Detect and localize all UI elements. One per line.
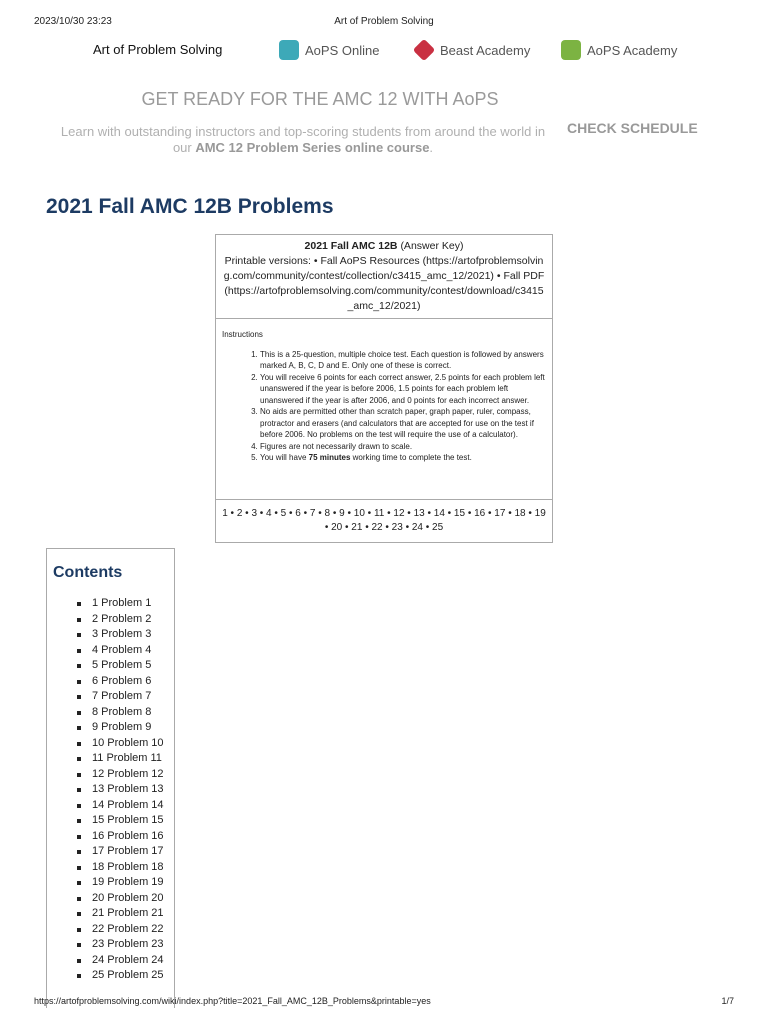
toc-item[interactable]: 2 Problem 2 xyxy=(47,613,164,629)
page-number: 1/7 xyxy=(721,996,734,1006)
instruction-time-prefix: You will have xyxy=(260,453,309,462)
toc-item[interactable]: 10 Problem 10 xyxy=(47,737,164,753)
toc-item[interactable]: 8 Problem 8 xyxy=(47,706,164,722)
banner-title: GET READY FOR THE AMC 12 WITH AoPS xyxy=(141,89,499,109)
toc-item[interactable]: 1 Problem 1 xyxy=(47,597,164,613)
toc-item[interactable]: 6 Problem 6 xyxy=(47,675,164,691)
page-title: 2021 Fall AMC 12B Problems xyxy=(46,195,334,218)
instruction-item xyxy=(260,452,546,464)
top-nav xyxy=(0,38,768,62)
toc-item[interactable]: 20 Problem 20 xyxy=(47,892,164,908)
toc-item[interactable]: 4 Problem 4 xyxy=(47,644,164,660)
beast-academy-icon xyxy=(413,39,436,62)
instruction-item: 3. No aids are permitted other than scratch paper, graph paper, ruler, compass, protractor and erasers (and calculators that are accepted for use on the test if before 2006. No problems on the test will require the use of a calculator). xyxy=(260,406,546,441)
instructions-section xyxy=(216,319,552,500)
print-page-title: Art of Problem Solving xyxy=(334,16,434,27)
instruction-item: 2. You will receive 6 points for each correct answer, 2.5 points for each problem left unanswered if the year is before 2006, 1.5 points for each problem left unanswered if the year is after 2006, and 0 points for each incorrect answer. xyxy=(260,372,546,407)
toc-item[interactable]: 11 Problem 11 xyxy=(47,752,164,768)
table-of-contents xyxy=(46,548,175,1008)
infobox-header xyxy=(216,235,552,319)
print-url: https://artofproblemsolving.com/wiki/index.php?title=2021_Fall_AMC_12B_Problems&printable=yes xyxy=(34,996,431,1006)
nav-link-aops-online[interactable] xyxy=(279,38,379,62)
nav-link-label: Beast Academy xyxy=(440,42,531,58)
nav-link-aops-academy[interactable] xyxy=(561,38,677,62)
site-brand-link[interactable]: Art of Problem Solving xyxy=(93,42,223,57)
banner-text-end: . xyxy=(429,140,434,155)
toc-item[interactable]: 9 Problem 9 xyxy=(47,721,164,737)
toc-item[interactable]: 23 Problem 23 xyxy=(47,938,164,954)
problem-number-links[interactable]: 1 • 2 • 3 • 4 • 5 • 6 • 7 • 8 • 9 • 10 • 11 • 12 • 13 • 14 • 15 • 16 • 17 • 18 • 19 • 20 • 21 • 22 • 23 • 24 • 25 xyxy=(222,508,546,533)
check-schedule-button[interactable]: CHECK SCHEDULE xyxy=(567,120,698,136)
toc-item[interactable]: 25 Problem 25 xyxy=(47,969,164,985)
toc-item[interactable]: 7 Problem 7 xyxy=(47,690,164,706)
toc-item[interactable]: 5 Problem 5 xyxy=(47,659,164,675)
course-link[interactable]: AMC 12 Problem Series online course xyxy=(195,140,430,155)
toc-item[interactable]: 12 Problem 12 xyxy=(47,768,164,784)
toc-item[interactable]: 19 Problem 19 xyxy=(47,876,164,892)
toc-item[interactable]: 16 Problem 16 xyxy=(47,830,164,846)
instructions-label: Instructions xyxy=(222,330,263,339)
answer-key-link[interactable]: (Answer Key) xyxy=(400,240,464,252)
instruction-time-suffix: working time to complete the test. xyxy=(350,453,472,462)
infobox-title: 2021 Fall AMC 12B xyxy=(304,240,398,252)
instructions-list xyxy=(222,349,546,464)
nav-link-label: AoPS Academy xyxy=(587,42,678,58)
printable-versions: Printable versions: • Fall AoPS Resources (https://artofproblemsolving.com/community/contest/collection/c3415_amc_12/2021) • Fall PDF (https://artofproblemsolving.com/community/contest/download/c3415_amc_12/2021) xyxy=(223,255,545,312)
toc-title: Contents xyxy=(53,564,123,581)
toc-item[interactable]: 24 Problem 24 xyxy=(47,954,164,970)
toc-list xyxy=(47,597,164,985)
toc-item[interactable]: 3 Problem 3 xyxy=(47,628,164,644)
print-header xyxy=(34,16,734,30)
banner-text-start: Learn with outstanding instructors and top-scoring students from around the world in our xyxy=(60,124,546,155)
instruction-item: 4. Figures are not necessarily drawn to scale. xyxy=(260,441,546,453)
toc-item[interactable]: 15 Problem 15 xyxy=(47,814,164,830)
contest-infobox xyxy=(215,234,553,543)
toc-item[interactable]: 22 Problem 22 xyxy=(47,923,164,939)
toc-item[interactable]: 21 Problem 21 xyxy=(47,907,164,923)
aops-academy-icon xyxy=(561,40,581,60)
print-datetime: 2023/10/30 23:23 xyxy=(34,16,112,27)
toc-item[interactable]: 17 Problem 17 xyxy=(47,845,164,861)
banner-text xyxy=(58,124,548,156)
aops-online-icon xyxy=(279,40,299,60)
nav-link-label: AoPS Online xyxy=(305,42,380,58)
toc-item[interactable]: 14 Problem 14 xyxy=(47,799,164,815)
toc-item[interactable]: 13 Problem 13 xyxy=(47,783,164,799)
instruction-time-bold: 75 minutes xyxy=(308,453,351,462)
nav-link-beast-academy[interactable] xyxy=(414,38,530,62)
toc-item[interactable]: 18 Problem 18 xyxy=(47,861,164,877)
instruction-item: 1. This is a 25-question, multiple choice test. Each question is followed by answers marked A, B, C, D and E. Only one of these is correct. xyxy=(260,349,546,372)
